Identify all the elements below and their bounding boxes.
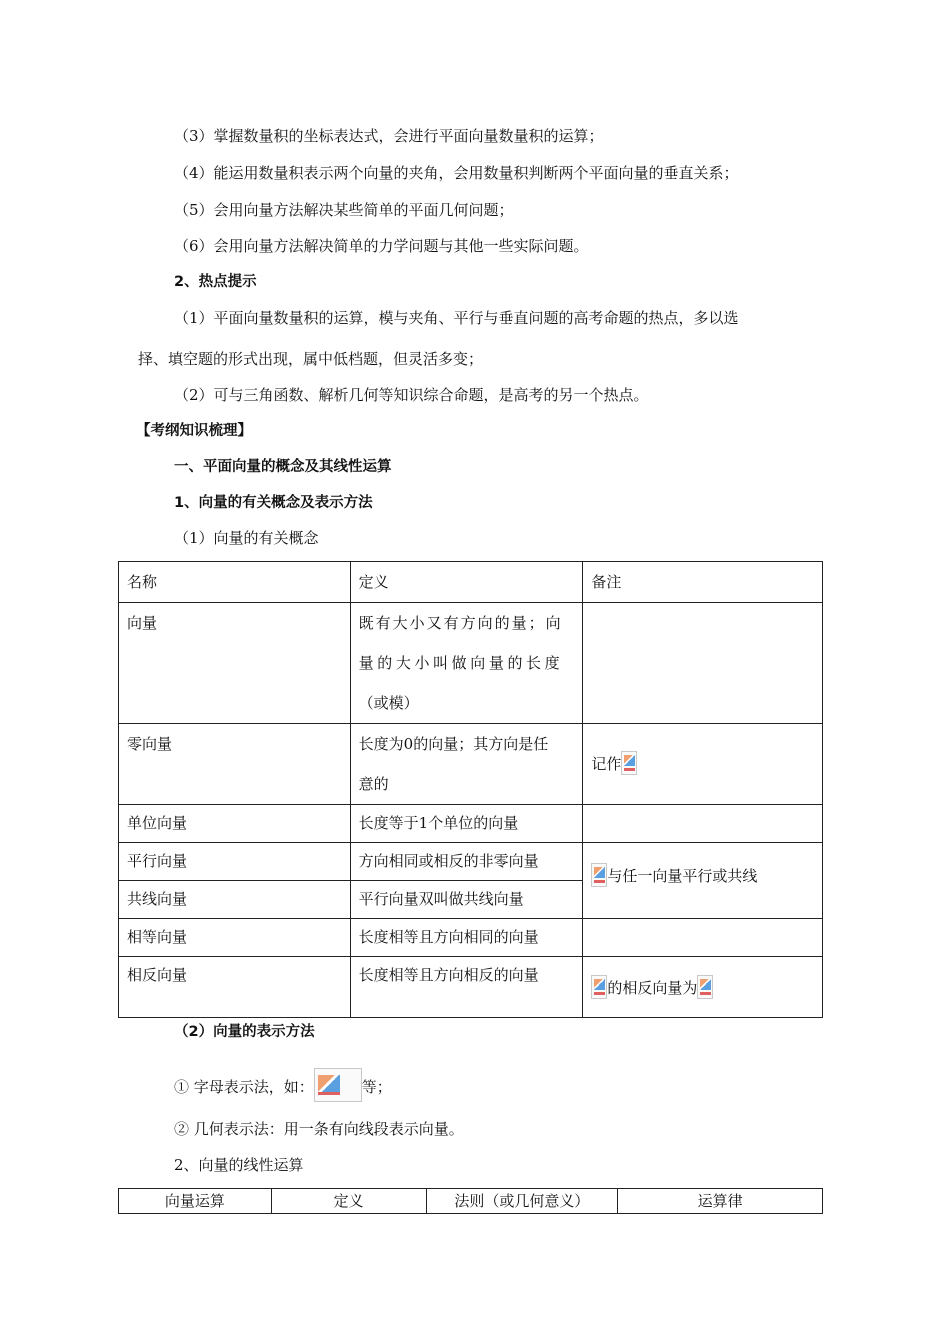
row-name: 单位向量 [119,805,351,843]
header-law: 运算律 [618,1189,823,1214]
table-row [119,843,823,881]
sub2-title: 2、向量的线性运算 [174,1156,304,1174]
method-1-text: ① 字母表示法，如： [174,1078,314,1096]
note-text: 记作 [591,755,622,773]
row-note [583,805,823,843]
table-row [119,603,823,724]
method-2: ② 几何表示法：用一条有向线段表示向量。 [174,1120,464,1138]
method-1 [174,1068,392,1102]
note-text: 的相反向量为 [607,978,698,997]
table-row [119,724,823,805]
operations-table [118,1188,823,1214]
definition-line: （或模） [358,694,419,712]
hotspot-2: （2）可与三角函数、解析几何等知识综合命题，是高考的另一个热点。 [174,386,649,404]
header-definition: 定义 [350,562,583,603]
row-definition: 方向相同或相反的非零向量 [350,843,583,881]
note-text: 与任一向量平行或共线 [607,867,758,885]
row-name: 共线向量 [119,881,351,919]
row-note [583,919,823,957]
hotspot-heading: 2、热点提示 [174,274,257,290]
row-definition [350,724,583,805]
hotspot-1-line1: （1）平面向量数量积的运算，模与夹角、平行与垂直问题的高考命题的热点，多以选 [174,309,739,327]
row-definition: 长度相等且方向相反的向量 [350,957,583,1018]
table-header-row [119,1189,823,1214]
zero-vector-symbol-image [591,863,607,887]
row-name: 平行向量 [119,843,351,881]
header-name: 名称 [119,562,351,603]
sub1-1: （1）向量的有关概念 [174,529,319,547]
header-definition: 定义 [271,1189,426,1214]
concept-table [118,561,823,1018]
definition-line: 长度为0的向量；其方向是任 [358,735,549,753]
objective-6: （6）会用向量方法解决简单的力学问题与其他一些实际问题。 [174,237,589,255]
row-note [583,843,823,919]
objective-5: （5）会用向量方法解决某些简单的平面几何问题； [174,201,514,219]
row-definition [350,603,583,724]
table-row [119,957,823,1018]
objective-4: （4）能运用数量积表示两个向量的夹角，会用数量积判断两个平面向量的垂直关系； [174,164,739,182]
objective-3: （3）掌握数量积的坐标表达式，会进行平面向量数量积的运算； [174,127,604,145]
row-name: 零向量 [119,724,351,805]
method-1-suffix: 等； [361,1078,392,1096]
table-header-row [119,562,823,603]
definition-line: 意的 [358,775,389,793]
row-name: 相反向量 [119,957,351,1018]
table-row [119,919,823,957]
section-title: 【考纲知识梳理】 [136,423,252,439]
row-definition: 长度相等且方向相同的向量 [350,919,583,957]
sub1-title: 1、向量的有关概念及表示方法 [174,495,373,511]
row-note [583,957,823,1018]
definition-line: 量的大小叫做向量的长度 [358,654,564,672]
part1-title: 一、平面向量的概念及其线性运算 [174,459,392,475]
vector-a-symbol-image [591,975,607,999]
header-note: 备注 [583,562,823,603]
sub1-2: （2）向量的表示方法 [174,1024,315,1040]
row-definition: 长度等于1个单位的向量 [350,805,583,843]
row-note [583,724,823,805]
header-operation: 向量运算 [119,1189,272,1214]
row-name: 相等向量 [119,919,351,957]
vector-neg-a-symbol-image [697,975,713,999]
header-rule: 法则（或几何意义） [426,1189,618,1214]
row-name: 向量 [119,603,351,724]
row-note [583,603,823,724]
row-definition: 平行向量双叫做共线向量 [350,881,583,919]
table-row [119,805,823,843]
hotspot-1-line2: 择、填空题的形式出现，属中低档题，但灵活多变； [138,350,484,368]
definition-line: 既有大小又有方向的量；向 [358,614,563,632]
zero-vector-symbol-image [621,751,637,775]
vector-notation-image [314,1068,362,1102]
